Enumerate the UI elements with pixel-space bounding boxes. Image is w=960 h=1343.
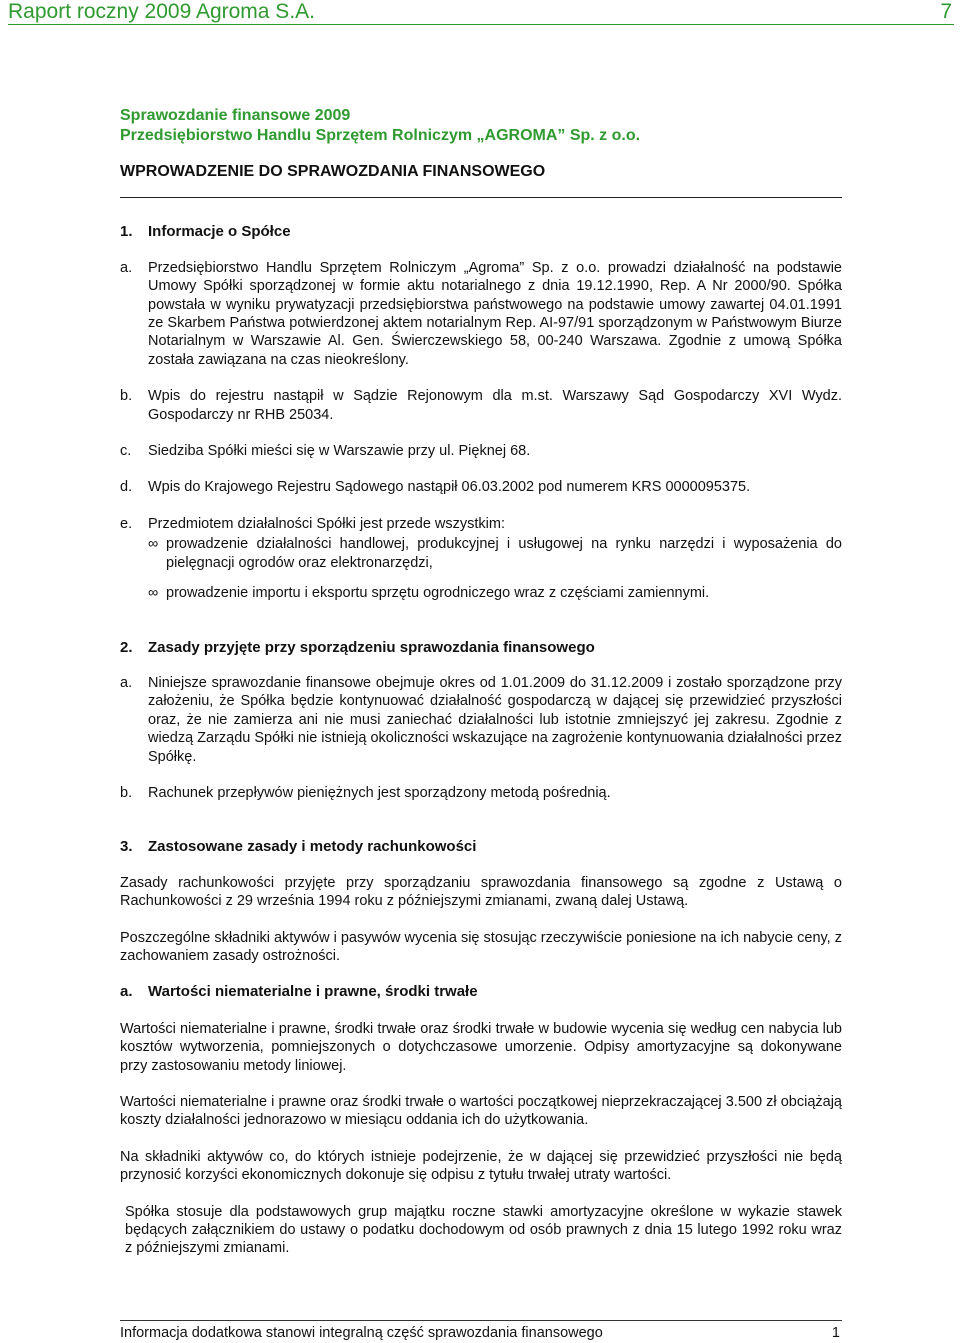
footer-page-number: 1 <box>831 1325 840 1341</box>
section-2-heading <box>120 639 842 657</box>
infinity-bullet-icon: ∞ <box>148 536 159 553</box>
section-2-title: Zasady przyjęte przy sporządzeniu sprawozdania finansowego <box>148 638 595 656</box>
page-footer <box>120 1320 842 1341</box>
section-1-item-e <box>120 515 842 533</box>
report-subtitle-1: Sprawozdanie finansowe 2009 <box>120 107 351 124</box>
low-value-assets-paragraph: Wartości niematerialne i prawne oraz środki trwałe o wartości początkowej nieprzekraczającej 3.500 zł obciążają koszty działalności jednorazowo w miesiącu oddania ich do użytkowania. <box>120 1094 842 1129</box>
section-2-number: 2. <box>120 638 133 656</box>
impairment-paragraph: Na składniki aktywów co, do których istnieje podejrzenie, że w dającej się przewidzieć przyszłości nie będą przynosić korzyści ekonomicznych dokonuje się odpisu z tytułu trwałej utraty wartości. <box>120 1148 842 1184</box>
item-label: c. <box>120 443 132 460</box>
item-text: Siedziba Spółki mieści się w Warszawie przy ul. Pięknej 68. <box>148 443 531 460</box>
activity-bullet <box>148 584 842 602</box>
footer-text: Informacja dodatkowa stanowi integralną część sprawozdania finansowego <box>120 1325 603 1341</box>
item-text: Wpis do rejestru nastąpił w Sądzie Rejonowym dla m.st. Warszawy Sąd Gospodarczy XVI Wydz. Gospodarczy nr RHB 25034. <box>148 388 842 423</box>
section-3-heading <box>120 838 842 856</box>
section-1-item-a <box>120 259 842 369</box>
section-3-number: 3. <box>120 838 133 856</box>
item-text: Wpis do Krajowego Rejestru Sądowego nastąpił 06.03.2002 pod numerem KRS 0000095375. <box>148 479 751 496</box>
bullet-text: prowadzenie importu i eksportu sprzętu ogrodniczego wraz z częściami zamiennymi. <box>166 585 710 602</box>
item-label: a. <box>120 259 133 276</box>
infinity-bullet-icon: ∞ <box>148 585 159 602</box>
document-body <box>120 106 842 1258</box>
item-text: Niniejsze sprawozdanie finansowe obejmuje okres od 1.01.2009 do 31.12.2009 i zostało sporządzone przy założeniu, że Spółka będzie kontynuować działalność gospodarczą w dającej się przewidzieć przyszłości oraz, że nie zamierza ani nie musi zaniechać działalności lub istotnie zmniejszyć jej zakresu. Zgodnie z wiedzą Zarządu Spółki nie istnieją okoliczności wskazujące na zagrożenie kontynuowania działalności przez Spółkę. <box>148 674 842 765</box>
subsection-a-title: Wartości niematerialne i prawne, środki trwałe <box>148 983 478 1001</box>
section-2-item-b <box>120 784 842 802</box>
report-header <box>8 0 954 25</box>
item-label: b. <box>120 784 133 801</box>
fixed-assets-paragraph: Wartości niematerialne i prawne, środki trwałe oraz środki trwałe w budowie wycenia się według cen nabycia lub kosztów wytworzenia, pomniejszonych o dotychczasowe umorzenie. Odpisy amortyzacyjne są dokonywane przy zastosowaniu metody liniowej. <box>120 1020 842 1074</box>
section-3-title: Zastosowane zasady i metody rachunkowości <box>148 838 477 856</box>
depreciation-rates-paragraph: Spółka stosuje dla podstawowych grup majątku roczne stawki amortyzacyjne określone w wykazie stawek będących załącznikiem do ustawy o podatku dochodowym od osób prawnych z dnia 15 lutego 1992 roku wraz z późniejszymi zmianami. <box>125 1203 842 1257</box>
section-1-heading <box>120 223 842 241</box>
item-label: a. <box>120 674 133 691</box>
report-subtitle-2: Przedsiębiorstwo Handlu Sprzętem Rolniczym „AGROMA” Sp. z o.o. <box>120 126 641 144</box>
item-label: e. <box>120 515 133 532</box>
subsection-a-label: a. <box>120 983 133 1001</box>
document-title: WPROWADZENIE DO SPRAWOZDANIA FINANSOWEGO <box>120 163 546 180</box>
section-1-title: Informacje o Spółce <box>148 223 291 241</box>
accounting-policy-paragraph: Zasady rachunkowości przyjęte przy sporządzaniu sprawozdania finansowego są zgodne z Ustawą o Rachunkowości z 29 września 1994 roku z późniejszymi zmianami, zwaną dalej Ustawą. <box>120 874 842 910</box>
item-label: b. <box>120 388 133 405</box>
item-label: d. <box>120 479 133 496</box>
report-header-title: Raport roczny 2009 Agroma S.A. <box>8 0 315 23</box>
item-text: Rachunek przepływów pieniężnych jest sporządzony metodą pośrednią. <box>148 784 611 801</box>
section-1-item-c <box>120 442 842 460</box>
section-2-item-a <box>120 674 842 766</box>
item-text: Przedsiębiorstwo Handlu Sprzętem Rolniczym „Agroma” Sp. z o.o. prowadzi działalność na podstawie Umowy Spółki sporządzonej w formie aktu notarialnego z dnia 19.12.1990, Rep. A Nr 2000/90. Spółka powstała w wyniku prywatyzacji przedsiębiorstwa państwowego na podstawie umowy zawartej 04.01.1991 ze Skarbem Państwa potwierdzonej aktem notarialnym Rep. AI-97/91 sporządzonym w Państwowym Biurze Notarialnym w Warszawie Al. Gen. Świerczewskiego 58, 00-240 Warszawa. Zgodnie z umową Spółka została zawiązana na czas nieokreślony. <box>148 259 842 368</box>
bullet-text: prowadzenie działalności handlowej, produkcyjnej i usługowej na rynku narzędzi i wyposażenia do pielęgnacji ogrodów oraz elektronarzędzi, <box>166 536 842 571</box>
activity-bullet <box>148 535 842 572</box>
section-1-item-d <box>120 478 842 496</box>
section-1-item-b <box>120 387 842 424</box>
item-text: Przedmiotem działalności Spółki jest przede wszystkim: <box>148 515 505 532</box>
report-page-number: 7 <box>940 0 952 23</box>
valuation-paragraph: Poszczególne składniki aktywów i pasywów wycenia się stosując rzeczywiście poniesione na ich nabycie ceny, z zachowaniem zasady ostrożności. <box>120 929 842 964</box>
title-divider <box>120 197 842 198</box>
section-1-number: 1. <box>120 223 133 241</box>
subsection-a-heading <box>120 983 842 1001</box>
